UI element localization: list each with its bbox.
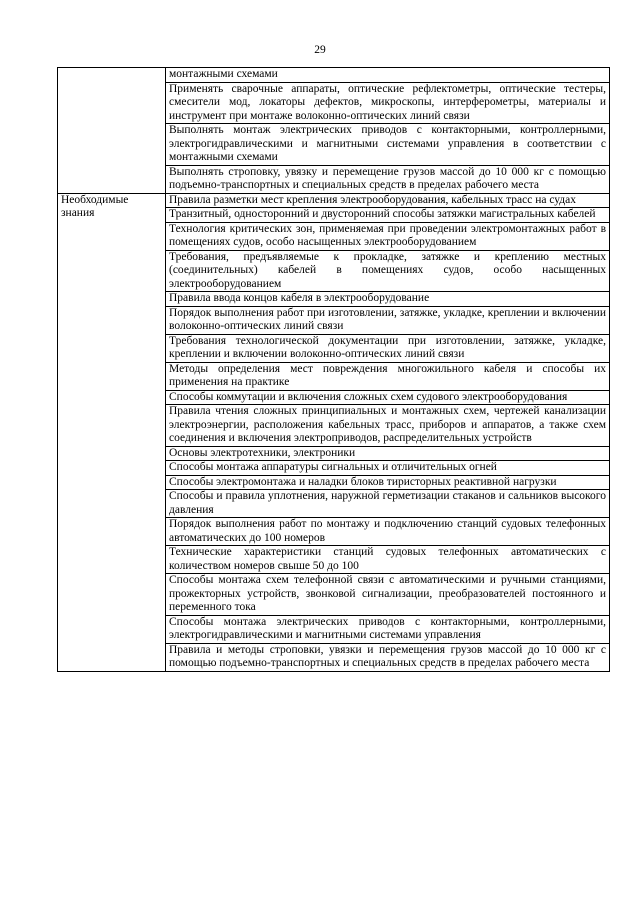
requirement-text: Правила разметки мест крепления электрооборудования, кабельных трасс на судах [166,193,610,208]
requirement-text: Способы электромонтажа и наладки блоков тиристорных реактивной нагрузки [166,475,610,490]
section-label-empty [58,68,166,194]
requirement-text: монтажными схемами [166,68,610,83]
requirement-text: Технология критических зон, применяемая при проведении электромонтажных работ в помещениях судов, особо насыщенных электрооборудованием [166,222,610,250]
requirement-text: Способы монтажа электрических приводов с контакторными, контроллерными, электрогидравлическими и магнитными системами управления [166,615,610,643]
requirement-text: Способы монтажа аппаратуры сигнальных и отличительных огней [166,461,610,476]
requirement-text: Основы электротехники, электроники [166,446,610,461]
requirement-text: Требования, предъявляемые к прокладке, затяжке и креплению местных (соединительных) кабелей в помещениях судов, особо насыщенных электрооборудованием [166,250,610,292]
requirement-text: Правила и методы строповки, увязки и перемещения грузов массой до 10 000 кг с помощью подъемно-транспортных и специальных средств в пределах рабочего места [166,643,610,671]
requirement-text: Способы коммутации и включения сложных схем судового электрооборудования [166,390,610,405]
section-label: Необходимые знания [58,193,166,671]
requirement-text: Порядок выполнения работ при изготовлении, затяжке, укладке, креплении и включении волоконно-оптических линий связи [166,306,610,334]
requirement-text: Способы монтажа схем телефонной связи с автоматическими и ручными станциями, прожекторных устройств, звонковой сигнализации, преобразователей постоянного и переменного тока [166,574,610,616]
requirements-table-body [58,68,610,672]
requirement-text: Правила ввода концов кабеля в электрооборудование [166,292,610,307]
requirement-text: Выполнять монтаж электрических приводов с контакторными, контроллерными, электрогидравлическими и магнитными системами управления в соответствии с монтажными схемами [166,124,610,166]
requirement-text: Методы определения мест повреждения многожильного кабеля и способы их применения на практике [166,362,610,390]
requirement-text: Транзитный, односторонний и двусторонний способы затяжки магистральных кабелей [166,208,610,223]
requirements-table [57,67,610,672]
page-number: 29 [314,44,326,56]
requirement-text: Требования технологической документации при изготовлении, затяжке, укладке, креплении и включении волоконно-оптических линий связи [166,334,610,362]
requirement-text: Технические характеристики станций судовых телефонных автоматических с количеством номеров свыше 50 до 100 [166,546,610,574]
requirement-text: Выполнять строповку, увязку и перемещение грузов массой до 10 000 кг с помощью подъемно-транспортных и специальных средств в пределах рабочего места [166,165,610,193]
requirement-text: Порядок выполнения работ по монтажу и подключению станций судовых телефонных автоматических до 100 номеров [166,518,610,546]
table-row [58,193,610,208]
requirement-text: Правила чтения сложных принципиальных и монтажных схем, чертежей канализации электроэнергии, расположения кабельных трасс, приборов и аппаратов, а также схем соединения и включения электроприводов, распределительных устройств [166,405,610,447]
table-row [58,68,610,83]
requirement-text: Применять сварочные аппараты, оптические рефлектометры, оптические тестеры, смесители мод, локаторы дефектов, микроскопы, интерферометры, материалы и инструмент при монтаже волоконно-оптических линий связи [166,82,610,124]
requirement-text: Способы и правила уплотнения, наружной герметизации стаканов и сальников высокого давления [166,490,610,518]
